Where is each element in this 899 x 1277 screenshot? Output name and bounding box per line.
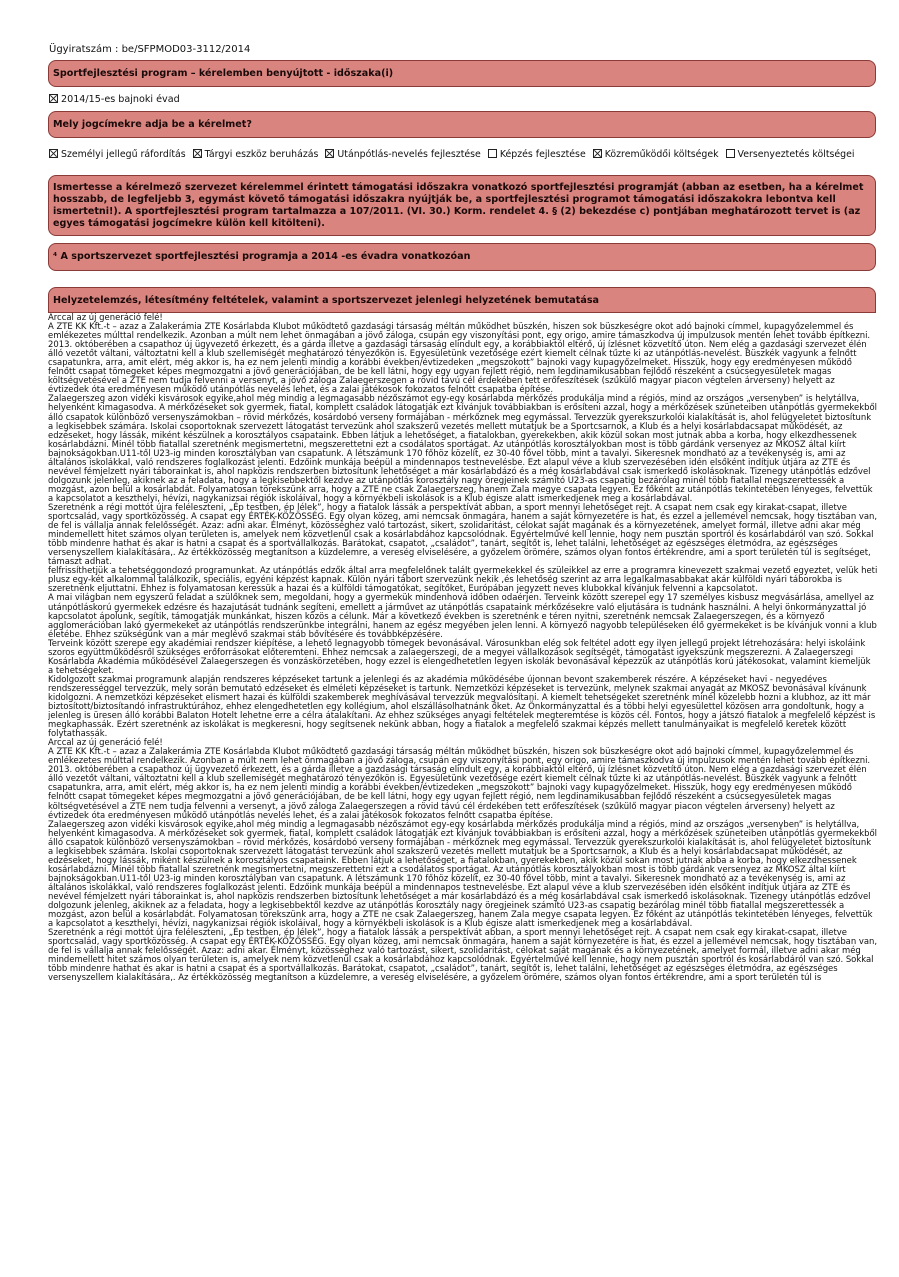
ground-checkbox[interactable] [193, 149, 202, 158]
section-program-2014 [48, 243, 876, 271]
season-checkbox[interactable] [49, 94, 58, 103]
ground-label: Képzés fejlesztése [499, 149, 586, 160]
section-situation [48, 287, 876, 313]
body-paragraph: Arccal az új generáció felé! [48, 737, 163, 748]
ground-option[interactable] [488, 149, 586, 160]
ground-option[interactable] [726, 149, 855, 160]
body-paragraph: A ZTE KK Kft.-t – azaz a Zalakerámia ZTE Kosárlabda Klubot működtető gazdasági társaság méltán működhet büszkén, hiszen sok büszkeségre okot adó bajnoki címmel, kupagyőzelemmel és emlékezetes múlttal rendelkezik. Azonban a múlt nem lehet önmagában a jövő záloga, csupán egy viszonyítási pont, egy origo, amire támaszkodva új impulzusok mentén lehet tovább építkezni. 2013. októberében a csapathoz új ügyvezető érkezett, és a gárda illetve a gazdasági társaság elindult egy, a korábbiaktól eltérő, új ízlésnet közvetítő úton. Nem elég a gazdasági szervezet élén álló vezetőt váltani, változtatni kell a klub szellemiségét meghatározó tényezőkön is. Egyesületünk vezetősége ezért kiemelt célnak tűzte ki az utánpótlás-nevelést. Büszkék vagyunk a felnőtt csapatunkra, arra, amit elért, még akkor is, ha ez nem jelenti mindig a korábbi években/évtizedeken „megszokott” bajnoki vagy kupagyőzelmeket. Hisszük, hogy egy eredményesen működő felnőtt csapat tömegeket képes megmozgatni a jövő generációjában, de be kell látni, hogy egy ugyan fejlett régió, nem legdinamikusabban fejlődő részeként a csúcsegyesületek magas költségvetésével a ZTE nem tudja felvenni a versenyt, a jövő záloga Zalaegerszegen a rövid távú cél érdekében tett erőfeszítések (szűkülő magyar piacon végtelen árverseny) helyett az évtizedek óta eredményesen működő utánpótlás nevelés lehet, és a zalai játékosok fokozatos felnőtt csapatba építése. [48, 321, 871, 395]
section-intro-text: Ismertesse a kérelmező szervezet kérelemmel érintett támogatási időszakra vonatkozó sportfejlesztési programját (abban az esetben, ha a kérelmet hosszabb, de legfeljebb 3, egymást követő támogatási időszakra nyújtják be, a sportfejlesztési programot támogatási időszakokra lebontva kell ismertetni!). A sportfejlesztési program tartalmazza a 107/2011. (VI. 30.) Korm. rendelet 4. § (2) bekezdése c) pontjában meghatározott tervet is (az egyes támogatási jogcímekre külön kell kitölteni). [53, 182, 864, 229]
ground-checkbox[interactable] [49, 149, 58, 158]
ground-checkbox[interactable] [325, 149, 334, 158]
body-paragraph: Zalaegerszeg azon vidéki kisvárosok egyike,ahol még mindig a legmagasabb nézőszámot egy-egy kosárlabda mérkőzés produkálja mind a régiós, mind az országos „versenyben” is helytállva, helyenként kimagasodva. A mérkőzéseket sok gyermek, fiatal, komplett családok látogatják ezt kívánjuk továbbiakban is erősíteni azzal, hogy a mérkőzések szüneteiben utánpótlás gyermekekből álló csapatok különböző versenyszámokban – rövid mérkőzés, kosárdobó verseny formájában - mérkőznek meg egymással. Tervezzük gyerekszurkolói kialakítását is, ahol felügyeletet biztosítunk a legkisebbek számára. Iskolai csoportoknak szervezett látogatást tervezünk ahol szakszerű vezetés mellett mutatjuk be a Sportcsarnok, a Klub és a helyi kosárlabdacsapat működését, az edzéseket, hogy lássák, miként készülnek a korosztályos csapataink. Ebben látjuk a lehetőséget, a fiatalokban, gyerekekben, akik közül sokan most jutnak abba a korba, hogy elkezdhessenek kosárlabdázni. Minél több fiatallal szeretnénk megismertetni, megszerettetni ezt a csodálatos sportágat. Az utánpótlás korosztályokban most is több gárdánk versenyez az MKOSZ által kiírt bajnokságokban.U11-től U23-ig minden korosztályban van csapatunk. A létszámunk 170 főhöz közelít, ez 30-40 fővel több, mint a tavalyi. Sikeresnek mondható az a tevékenység is, ami az általános iskolákkal, való rendszeres foglalkozást jelenti. Edzőink munkája beépül a mindennapos testnevelésbe. Ezt alapul véve a klub szervezésében idén elsőként indítjuk útjára az ZTE és nevével fémjelzett nyári táborainkat is, ahol napközis rendszerben biztosítunk lehetőséget a már kosárlabdázó és a még kosárlabdával csak ismerkedő iskolásoknak. Tizenegy utánpótlás edzővel dolgozunk jelenleg, akiknek az a feladata, hogy a legkisebbektől kezdve az utánpótlás korosztály nagy öregjeinek számító U23-as csapatig bezárólag minél több fiatallal megszerettessék a mozgást, azon belül a kosárlabdát. Folyamatosan törekszünk arra, hogy a ZTE ne csak Zalaegerszeg, hanem Zala megye csapata legyen. Ez főként az utánpótlás tekintetében lényeges, felvettük a kapcsolatot a keszthelyi, hévízi, nagykanizsai régiók iskoláival, hogy a környékbeli iskolások is a Klub égisze alatt ismerkedjenek meg a kosárlabdával. [48, 393, 877, 503]
body-paragraph: A mai világban nem egyszerű feladat a szülőknek sem, megoldani, hogy a gyermekük mindenhová időben odaérjen. Terveink között szerepel egy 17 személyes kisbusz megvásárlása, amellyel az utánpótláskorú gyermekek edzésre és hazajutását tudnánk segíteni, emellett a járművet az utánpótlás csapataink mérkőzésekre való eljutására is tudnánk használni. A helyi önkormányzattal jó kapcsolatot ápolunk, segítik, támogatják munkánkat, hiszen közös a célunk. Már a következő években is szeretnénk e téren nyitni, szeretnénk nemcsak Zalaegerszegen, és a környező agglomerációban lakó gyermekeket az utánpótlás rendszerünkbe integrálni, hanem az egész megyében jelen lenni. A környező nagyobb településeken élő gyermekeket is be kívánjuk vonni a klub életébe. Ehhez szükségünk van a már meglévő szakmai stáb bővítésére és továbbképzésére. [48, 592, 877, 639]
body-paragraph: Szeretnénk a régi mottót újra feléleszteni, „Ép testben, ép lélek”, hogy a fiatalok lássák a perspektívát abban, a sport mennyi lehetőséget rejt. A csapat nem csak egy kirakat-csapat, illetve sportcsalád, vagy sportközösség. A csapat egy ÉRTÉK-KÖZÖSSÉG. Egy olyan közeg, ami nemcsak önmagára, hanem a saját környezetére is hat, és ezzel a jellemével nemcsak, hogy tisztában van, de fel is vállalja annak felelősségét. Azaz: adni akar. Élményt, közösséghez való tartozást, sikert, szolidaritást, célokat saját magának és a környezetének, amelyet formál, illetve adni akar még mindemellett hitet számos olyan területen is, amelyek nem közvetlenül csak a kosárlabdához kapcsolódnak. Egyértelművé kell lennie, hogy nem pusztán sportról és kosárlabdáról van szó. Sokkal több mindenre hathat és akar is hatni a csapat és a sportvállalkozás. Barátokat, csapatot, „családot”, tanárt, segítőt is, lehet találni, lehetőséget az egészséges életmódra, az egészséges versenyszellem kialakítására,. Az értékközösség megtanítson a küzdelemre, a vereség elviselésére, a győzelem örömére, számos olyan fontos értékrendre, ami a sport területén túl is segítséget, támaszt adhat. [48, 501, 878, 567]
ground-checkbox[interactable] [726, 149, 735, 158]
body-paragraph: Kidolgozott szakmai programunk alapján rendszeres képzéseket tartunk a jelenlegi és az akadémia működésébe újonnan bevont szakemberek részére. A képzéseket havi - negyedéves rendszerességgel tervezzük, mely során bemutató edzéseket és elméleti képzéseket is tartunk. Nemzetközi képzéseket is tervezünk, melynek szakmai anyagát az MKOSZ bevonásával kívánunk kidolgozni. A nemzetközi képzéseket elismert hazai és külföldi szakemberek meghívásával tervezzük megvalósítani. A kiemelt tehetségeket szeretnénk minél közelebb hozni a klubhoz, az itt már biztosított/biztosítandó infrastruktúrához, ehhez elengedhetetlen egy kollégium, ahol elszállásolhatnánk őket. Az Önkormányzattal és a többi helyi egyesülettel közösen arra gondoltunk, hogy a jelenleg is üresen álló korábbi Balaton Hotelt lehetne erre a célra átalakítani. Az ehhez szükséges anyagi feltételek megteremtése is közös cél. Fontos, hogy a játszó fiatalok a megfelelő képzést is megkaphassák. Ezért szeretnénk az iskolákat is megkeresni, hogy segítsenek nekünk abban, hogy a fiatalok a megfelelő szakmai képzés mellett tanulmányaikat is megfelelő keretek között folytathassák. [48, 673, 876, 739]
body-paragraph: felfrissíthetjük a tehetséggondozó programunkat. Az utánpótlás edzők által arra megfelelőnek talált gyermekekkel és szüleikkel az erre a programra kinevezett szakmai vezető egyeztet, velük heti plusz egy-két alkalommal találkozik, speciális, egyéni képzést kapnak. Külön nyári tábort szervezünk nekik ,és lehetőség szerint az arra legalkalmasabbakat akár külföldi nyári táborokba is szeretnénk eljuttatni. Ehhez is folyamatosan keressük a hazai és a külföldi támogatókat, segítőket, Európában jegyzett neves klubokkal kívánjuk felvenni a kapcsolatot. [48, 565, 878, 594]
section-program-period-title: Sportfejlesztési program – kérelemben benyújtott - időszaka(i) [53, 68, 394, 79]
season-label: 2014/15-es bajnoki évad [61, 94, 180, 105]
reference-number: Ügyiratszám : be/SFPMOD03-3112/2014 [49, 44, 251, 55]
body-paragraph: Szeretnénk a régi mottót újra feléleszteni, „Ép testben, ép lélek”, hogy a fiatalok lássák a perspektívát abban, a sport mennyi lehetőséget rejt. A csapat nem csak egy kirakat-csapat, illetve sportcsalád, vagy sportközösség. A csapat egy ÉRTÉK-KÖZÖSSÉG. Egy olyan közeg, ami nemcsak önmagára, hanem a saját környezetére is hat, és ezzel a jellemével nemcsak, hogy tisztában van, de fel is vállalja annak felelősségét. Azaz: adni akar. Élményt, közösséghez való tartozást, sikert, szolidaritást, célokat saját magának és a környezetének, amelyet formál, illetve adni akar még mindemellett hitet számos olyan területen is, amelyek nem közvetlenül csak a kosárlabdához kapcsolódnak. Egyértelművé kell lennie, hogy nem pusztán sportról és kosárlabdáról van szó. Sokkal több mindenre hathat és akar is hatni a csapat és a sportvállalkozás. Barátokat, csapatot, „családot”, tanárt, segítőt is, lehet találni, lehetőséget az egészséges életmódra, az egészséges versenyszellem kialakítására,. Az értékközösség megtanítson a küzdelemre, a vereség elviselésére, a győzelem örömére, számos olyan fontos értékrendre, ami a sport területén túl is [48, 927, 878, 983]
ground-option[interactable] [325, 149, 480, 160]
body-paragraph: Terveink között szerepe egy akadémiai rendszer kiépítése, a lehető legnagyobb tömegek bevonásával. Városunkban elég sok feltétel adott egy ilyen jellegű projekt létrehozására: helyi iskoláink szoros együttműködésről szükséges erőforrásokat előteremteni. Ehhez nemcsak a zalaegerszegi, de a megyei vállalkozások segítségét, támogatást igyekszünk megszerezni. A Zalaegerszegi Kosárlabda Akadémia működésével Zalaegerszegen és vonzáskörzetében, hogy ezzel is elengedhetetlen legyen iskolák bevonásával képezzük az utánpótlás korú játékosokat, valamint kiemeljük a tehetségeket. [48, 637, 871, 675]
ground-label: Versenyeztetés költségei [737, 149, 855, 160]
body-paragraph: A ZTE KK Kft.-t – azaz a Zalakerámia ZTE Kosárlabda Klubot működtető gazdasági társaság méltán működhet büszkén, hiszen sok büszkeségre okot adó bajnoki címmel, kupagyőzelemmel és emlékezetes múlttal rendelkezik. Azonban a múlt nem lehet önmagában a jövő záloga, csupán egy viszonyítási pont, egy origo, amire támaszkodva új impulzusok mentén lehet tovább építkezni. 2013. októberében a csapathoz új ügyvezető érkezett, és a gárda illetve a gazdasági társaság elindult egy, a korábbiaktól eltérő, új ízlésnet közvetítő úton. Nem elég a gazdasági szervezet élén álló vezetőt váltani, változtatni kell a klub szellemiségét meghatározó tényezőkön is. Egyesületünk vezetősége ezért kiemelt célnak tűzte ki az utánpótlás-nevelést. Büszkék vagyunk a felnőtt csapatunkra, arra, amit elért, még akkor is, ha ez nem jelenti mindig a korábbi években/évtizedeken „megszokott” bajnoki vagy kupagyőzelmeket. Hisszük, hogy egy eredményesen működő felnőtt csapat tömegeket képes megmozgatni a jövő generációjában, de be kell látni, hogy egy ugyan fejlett régió, nem legdinamikusabban fejlődő részeként a csúcsegyesületek magas költségvetésével a ZTE nem tudja felvenni a versenyt, a jövő záloga Zalaegerszegen a rövid távú cél érdekében tett erőfeszítések (szűkülő magyar piacon végtelen árverseny) helyett az évtizedek óta eredményesen működő utánpótlás nevelés lehet, és a zalai játékosok fokozatos felnőtt csapatba építése. [48, 746, 871, 820]
section-program-2014-title: ⁴ A sportszervezet sportfejlesztési programja a 2014 -es évadra vonatkozóan [53, 251, 471, 262]
ground-option[interactable] [593, 149, 719, 160]
ground-label: Tárgyi eszköz beruházás [204, 149, 319, 160]
ground-option[interactable] [193, 149, 319, 160]
section-program-period [48, 60, 876, 87]
body-paragraph: Zalaegerszeg azon vidéki kisvárosok egyike,ahol még mindig a legmagasabb nézőszámot egy-egy kosárlabda mérkőzés produkálja mind a régiós, mind az országos „versenyben” is helytállva, helyenként kimagasodva. A mérkőzéseket sok gyermek, fiatal, komplett családok látogatják ezt kívánjuk továbbiakban is erősíteni azzal, hogy a mérkőzések szüneteiben utánpótlás gyermekekből álló csapatok különböző versenyszámokban – rövid mérkőzés, kosárdobó verseny formájában - mérkőznek meg egymással. Tervezzük gyerekszurkolói kialakítását is, ahol felügyeletet biztosítunk a legkisebbek számára. Iskolai csoportoknak szervezett látogatást tervezünk ahol szakszerű vezetés mellett mutatjuk be a Sportcsarnok, a Klub és a helyi kosárlabdacsapat működését, az edzéseket, hogy lássák, miként készülnek a korosztályos csapataink. Ebben látjuk a lehetőséget, a fiatalokban, gyerekekben, akik közül sokan most jutnak abba a korba, hogy elkezdhessenek kosárlabdázni. Minél több fiatallal szeretnénk megismertetni, megszerettetni ezt a csodálatos sportágat. Az utánpótlás korosztályokban most is több gárdánk versenyez az MKOSZ által kiírt bajnokságokban.U11-től U23-ig minden korosztályban van csapatunk. A létszámunk 170 főhöz közelít, ez 30-40 fővel több, mint a tavalyi. Sikeresnek mondható az a tevékenység is, ami az általános iskolákkal, való rendszeres foglalkozást jelenti. Edzőink munkája beépül a mindennapos testnevelésbe. Ezt alapul véve a klub szervezésében idén elsőként indítjuk útjára az ZTE és nevével fémjelzett nyári táborainkat is, ahol napközis rendszerben biztosítunk lehetőséget a már kosárlabdázó és a még kosárlabdával csak ismerkedő iskolásoknak. Tizenegy utánpótlás edzővel dolgozunk jelenleg, akiknek az a feladata, hogy a legkisebbektől kezdve az utánpótlás korosztály nagy öregjeinek számító U23-as csapatig bezárólag minél több fiatallal megszerettessék a mozgást, azon belül a kosárlabdát. Folyamatosan törekszünk arra, hogy a ZTE ne csak Zalaegerszeg, hanem Zala megye csapata legyen. Ez főként az utánpótlás tekintetében lényeges, felvettük a kapcsolatot a keszthelyi, hévízi, nagykanizsai régiók iskoláival, hogy a környékbeli iskolások is a Klub égisze alatt ismerkedjenek meg a kosárlabdával. [48, 818, 877, 929]
ground-label: Utánpótlás-nevelés fejlesztése [337, 149, 481, 160]
body-paragraph: Arccal az új generáció felé! [48, 313, 163, 322]
season-option[interactable] [49, 94, 180, 106]
ground-option[interactable] [49, 149, 186, 160]
section-intro [48, 175, 876, 236]
section-grounds-title: Mely jogcímekre adja be a kérelmet? [53, 119, 252, 130]
ground-checkbox[interactable] [488, 149, 497, 158]
ground-checkbox[interactable] [593, 149, 602, 158]
section-grounds [48, 111, 876, 138]
situation-body-text [48, 313, 878, 1273]
section-situation-title: Helyzetelemzés, létesítmény feltételek, valamint a sportszervezet jelenlegi helyzetének bemutatása [53, 295, 600, 306]
ground-label: Személyi jellegű ráfordítás [61, 149, 186, 160]
grounds-checkbox-list [49, 149, 879, 160]
ground-label: Közreműködői költségek [604, 149, 719, 160]
